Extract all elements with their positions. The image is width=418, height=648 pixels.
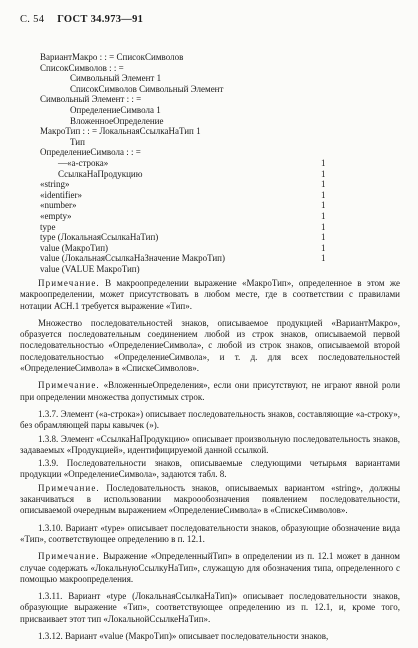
grammar-line: [40, 116, 380, 127]
grammar-text: type: [40, 221, 56, 232]
grammar-line: [40, 158, 380, 169]
note-paragraph: [20, 278, 400, 312]
note-paragraph: [20, 380, 400, 403]
grammar-text: «empty»: [40, 210, 72, 221]
grammar-line: [40, 105, 380, 116]
paragraph-text: «ВложенныеОпределения», если они присутствуют, не играют явной роли при определении множества допустимых строк.: [20, 380, 401, 402]
alternative-marker: 1: [321, 179, 326, 190]
paragraph-text: 1.3.9. Последовательности знаков, описываемые следующими четырьмя вариантами продукции «ОпределениеСимвола», задаются табл. 8.: [20, 458, 400, 480]
alternative-marker: 1: [321, 157, 326, 168]
grammar-line: [40, 243, 380, 254]
grammar-text: Тип: [70, 136, 85, 147]
prose-block: [20, 278, 400, 648]
grammar-text: МакроТип : : = ЛокальнаяСсылкаНаТип 1: [40, 126, 201, 137]
body-paragraph: [20, 631, 400, 642]
grammar-line: [40, 264, 380, 275]
grammar-text: Символьный Элемент 1: [70, 73, 162, 84]
note-paragraph: [20, 551, 400, 585]
grammar-text: СсылкаНаПродукцию: [58, 168, 143, 179]
paragraph-text: 1.3.8. Элемент «СсылкаНаПродукцию» описывает произвольную последовательность знаков, задаваемых «Продукцией», идентифицируемой данной ссылкой.: [20, 433, 400, 455]
grammar-text: type (ЛокальнаяСсылкаНаТип): [40, 232, 159, 243]
paragraph-text: 1.3.7. Элемент («а-строка») описывает последовательность знаков, составляющие «а-строку», без обрамляющей пары кавычек (»).: [20, 408, 400, 431]
grammar-text: Символьный Элемент : : =: [40, 94, 142, 105]
grammar-line: [40, 63, 380, 74]
grammar-text: «identifier»: [40, 189, 82, 200]
grammar-line: [40, 169, 380, 180]
alternative-marker: 1: [321, 242, 326, 253]
grammar-text: value (ЛокальнаяСсылкаНаЗначение МакроТип): [40, 253, 225, 264]
grammar-line: [40, 253, 380, 264]
alternative-marker: 1: [321, 168, 326, 179]
paragraph-text: 1.3.10. Вариант «type» описывает последовательности знаков, образующие обозначение вида «Тип», соответствующее определению в п. 12.1.: [20, 522, 400, 544]
grammar-line: [40, 84, 380, 95]
grammar-line: [40, 137, 380, 148]
body-paragraph: [20, 409, 400, 432]
grammar-text: «number»: [40, 200, 77, 211]
paragraph-text: Последовательность знаков, описываемых вариантом «string», должны заканчиваться в использовании макроообозначения появлением последовательности, описываемой очередным выражением «ОпределениеСимвола» в «СпискеСимволов».: [20, 482, 400, 516]
grammar-text: value (МакроТип): [40, 242, 109, 253]
paragraph-text: В макроопределении выражение «МакроТип», определенное в этом же макроопределении, может присутствовать в любом месте, где в соответствии с правилами нотации АСН.1 требуется выражение «Тип».: [20, 278, 401, 311]
grammar-line: [40, 211, 380, 222]
grammar-text: СписокСимволов Символьный Элемент: [70, 83, 224, 94]
alternative-marker: 1: [321, 189, 326, 200]
alternative-marker: 1: [321, 221, 326, 232]
alternative-marker: 1: [321, 200, 326, 211]
note-lead: Примечание.: [38, 551, 100, 562]
grammar-line: [40, 52, 380, 63]
grammar-line: [40, 232, 380, 243]
grammar-line: [40, 73, 380, 84]
grammar-text: ВариантМакро : : = СписокСимволов: [40, 52, 184, 62]
grammar-line: [40, 94, 380, 105]
grammar-text: «string»: [40, 179, 70, 190]
grammar-line: [40, 222, 380, 233]
grammar-line: [40, 200, 380, 211]
page-number: С. 54: [20, 14, 45, 25]
paragraph-text: Выражение «ОпределенныйТип» в определении из п. 12.1 может в данном случае содержать «ЛокальнуюСсылкуНаТип», служащую для обозначения типа, определенного с помощью макроопределения.: [20, 551, 400, 584]
grammar-line: [40, 147, 380, 158]
note-paragraph: [20, 483, 400, 517]
note-lead: Примечание.: [38, 482, 100, 493]
grammar-line: [40, 179, 380, 190]
paragraph-text: Множество последовательностей знаков, описываемое продукцией «ВариантМакро», образуется последовательным соединением любой из строк знаков, описываемой первой последовательностью «ОпределениеСимвола», с любой из строк знаков, описываемой второй последовательностью «ОпределениеСимвола», и т. д. для всех последовательностей «ОпределениеСимвола» в «СпискеСимволов».: [20, 317, 400, 374]
paragraph-text: 1.3.12. Вариант «value (МакроТип)» описывает последовательности знаков,: [38, 631, 329, 642]
note-lead: Примечание.: [38, 278, 100, 288]
page-header: [20, 14, 143, 25]
alternative-marker: 1: [321, 232, 326, 243]
grammar-text: value (VALUE МакроТип): [40, 263, 140, 274]
body-paragraph: [20, 591, 400, 625]
alternative-marker: 1: [321, 253, 326, 264]
grammar-text: СписокСимволов : : =: [40, 62, 124, 73]
grammar-text: ВложенноеОпределение: [70, 115, 164, 126]
paragraph-text: 1.3.11. Вариант «type (ЛокальнаяСсылкаНаТип)» описывает последовательности знаков, образующие выражение «Тип», соответствующее определению из п. 12.1, и, кроме того, присваивает этот тип «ЛокальнойСсылкеНаТип».: [20, 591, 400, 624]
body-paragraph: [20, 318, 400, 374]
grammar-line: [40, 190, 380, 201]
body-paragraph: [20, 434, 400, 457]
grammar-text: ОпределениеСимвола : : =: [40, 147, 141, 158]
grammar-block: [40, 52, 380, 274]
body-paragraph: [20, 458, 400, 481]
note-lead: Примечание.: [38, 380, 100, 391]
grammar-text: ОпределениеСимвола 1: [70, 104, 161, 115]
body-paragraph: [20, 523, 400, 546]
alternative-marker: 1: [321, 210, 326, 221]
grammar-text: —«а-строка»: [58, 157, 109, 168]
standard-code: ГОСТ 34.973—91: [57, 14, 144, 25]
grammar-line: [40, 126, 380, 137]
